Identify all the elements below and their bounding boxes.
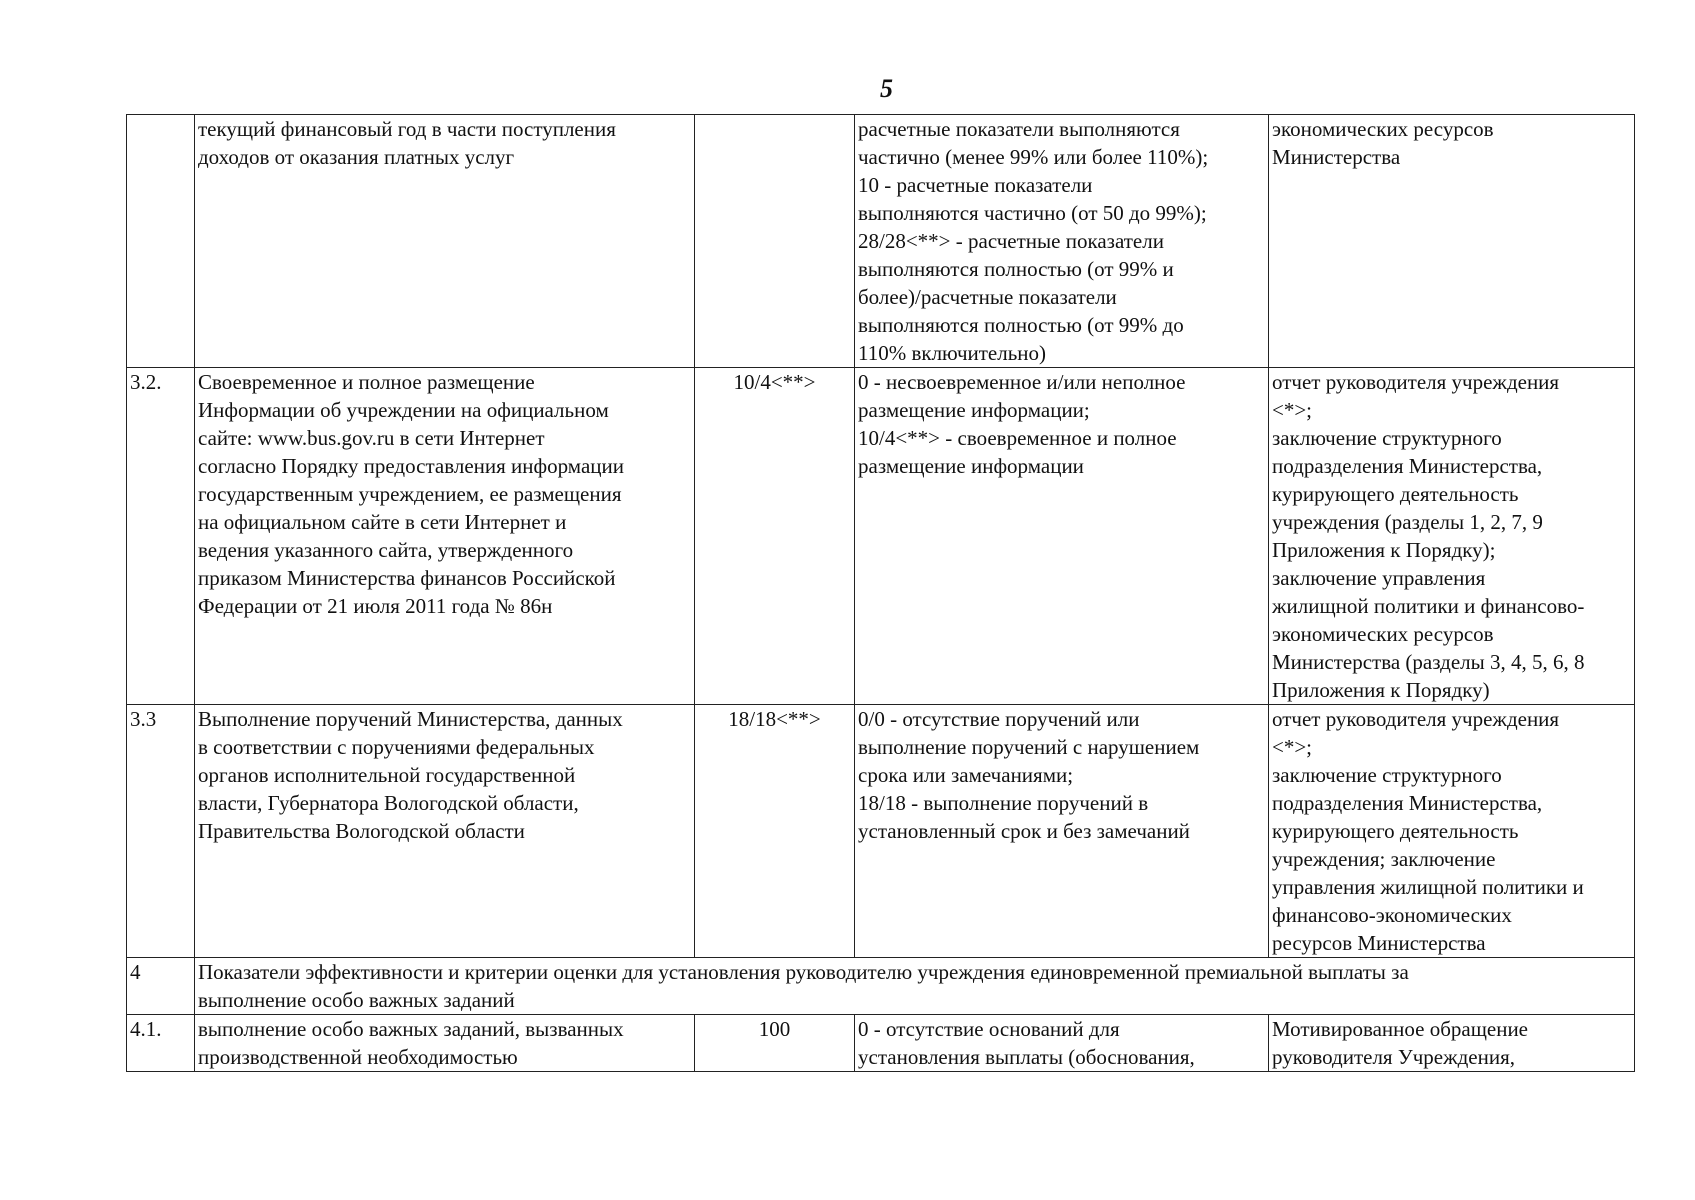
value-cell bbox=[695, 115, 855, 368]
table-row bbox=[127, 368, 1635, 705]
value-cell: 10/4<**> bbox=[695, 368, 855, 705]
value-cell: 18/18<**> bbox=[695, 705, 855, 958]
page-number: 5 bbox=[880, 74, 893, 103]
documents-cell: отчет руководителя учреждения <*>; заключение структурного подразделения Министерства, курирующего деятельность учреждения (разделы 1, 2, 7, 9 Приложения к Порядку); заключение управления жилищной политики и финансово- экономических ресурсов Министерства (разделы 3, 4, 5, 6, 8 Приложения к Порядку) bbox=[1269, 368, 1635, 705]
table-row bbox=[127, 115, 1635, 368]
criteria-cell: 0 - отсутствие оснований для установления выплаты (обоснования, bbox=[855, 1015, 1269, 1072]
row-number: 3.2. bbox=[127, 368, 195, 705]
row-number bbox=[127, 115, 195, 368]
documents-cell: экономических ресурсов Министерства bbox=[1269, 115, 1635, 368]
value-cell: 100 bbox=[695, 1015, 855, 1072]
indicator-cell: текущий финансовый год в части поступления доходов от оказания платных услуг bbox=[195, 115, 695, 368]
criteria-cell: 0 - несвоевременное и/или неполное размещение информации; 10/4<**> - своевременное и полное размещение информации bbox=[855, 368, 1269, 705]
row-number: 4.1. bbox=[127, 1015, 195, 1072]
indicator-cell: Выполнение поручений Министерства, данных в соответствии с поручениями федеральных органов исполнительной государственной власти, Губернатора Вологодской области, Правительства Вологодской области bbox=[195, 705, 695, 958]
indicator-cell: Своевременное и полное размещение Информации об учреждении на официальном сайте: www.bus.gov.ru в сети Интернет согласно Порядку предоставления информации государственным учреждением, ее размещения на официальном сайте в сети Интернет и ведения указанного сайта, утвержденного приказом Министерства финансов Российской Федерации от 21 июля 2011 года № 86н bbox=[195, 368, 695, 705]
documents-cell: Мотивированное обращение руководителя Учреждения, bbox=[1269, 1015, 1635, 1072]
indicator-cell: выполнение особо важных заданий, вызванных производственной необходимостью bbox=[195, 1015, 695, 1072]
documents-cell: отчет руководителя учреждения <*>; заключение структурного подразделения Министерства, курирующего деятельность учреждения; заключение управления жилищной политики и финансово-экономических ресурсов Министерства bbox=[1269, 705, 1635, 958]
criteria-table bbox=[126, 114, 1635, 1072]
row-number: 3.3 bbox=[127, 705, 195, 958]
section-number: 4 bbox=[127, 958, 195, 1015]
criteria-cell: 0/0 - отсутствие поручений или выполнение поручений с нарушением срока или замечаниями; 18/18 - выполнение поручений в установленный срок и без замечаний bbox=[855, 705, 1269, 958]
section-row bbox=[127, 958, 1635, 1015]
table-row bbox=[127, 1015, 1635, 1072]
section-title: Показатели эффективности и критерии оценки для установления руководителю учреждения единовременной премиальной выплаты за выполнение особо важных заданий bbox=[195, 958, 1635, 1015]
table-row bbox=[127, 705, 1635, 958]
criteria-cell: расчетные показатели выполняются частично (менее 99% или более 110%); 10 - расчетные показатели выполняются частично (от 50 до 99%); 28/28<**> - расчетные показатели выполняются полностью (от 99% и более)/расчетные показатели выполняются полностью (от 99% до 110% включительно) bbox=[855, 115, 1269, 368]
